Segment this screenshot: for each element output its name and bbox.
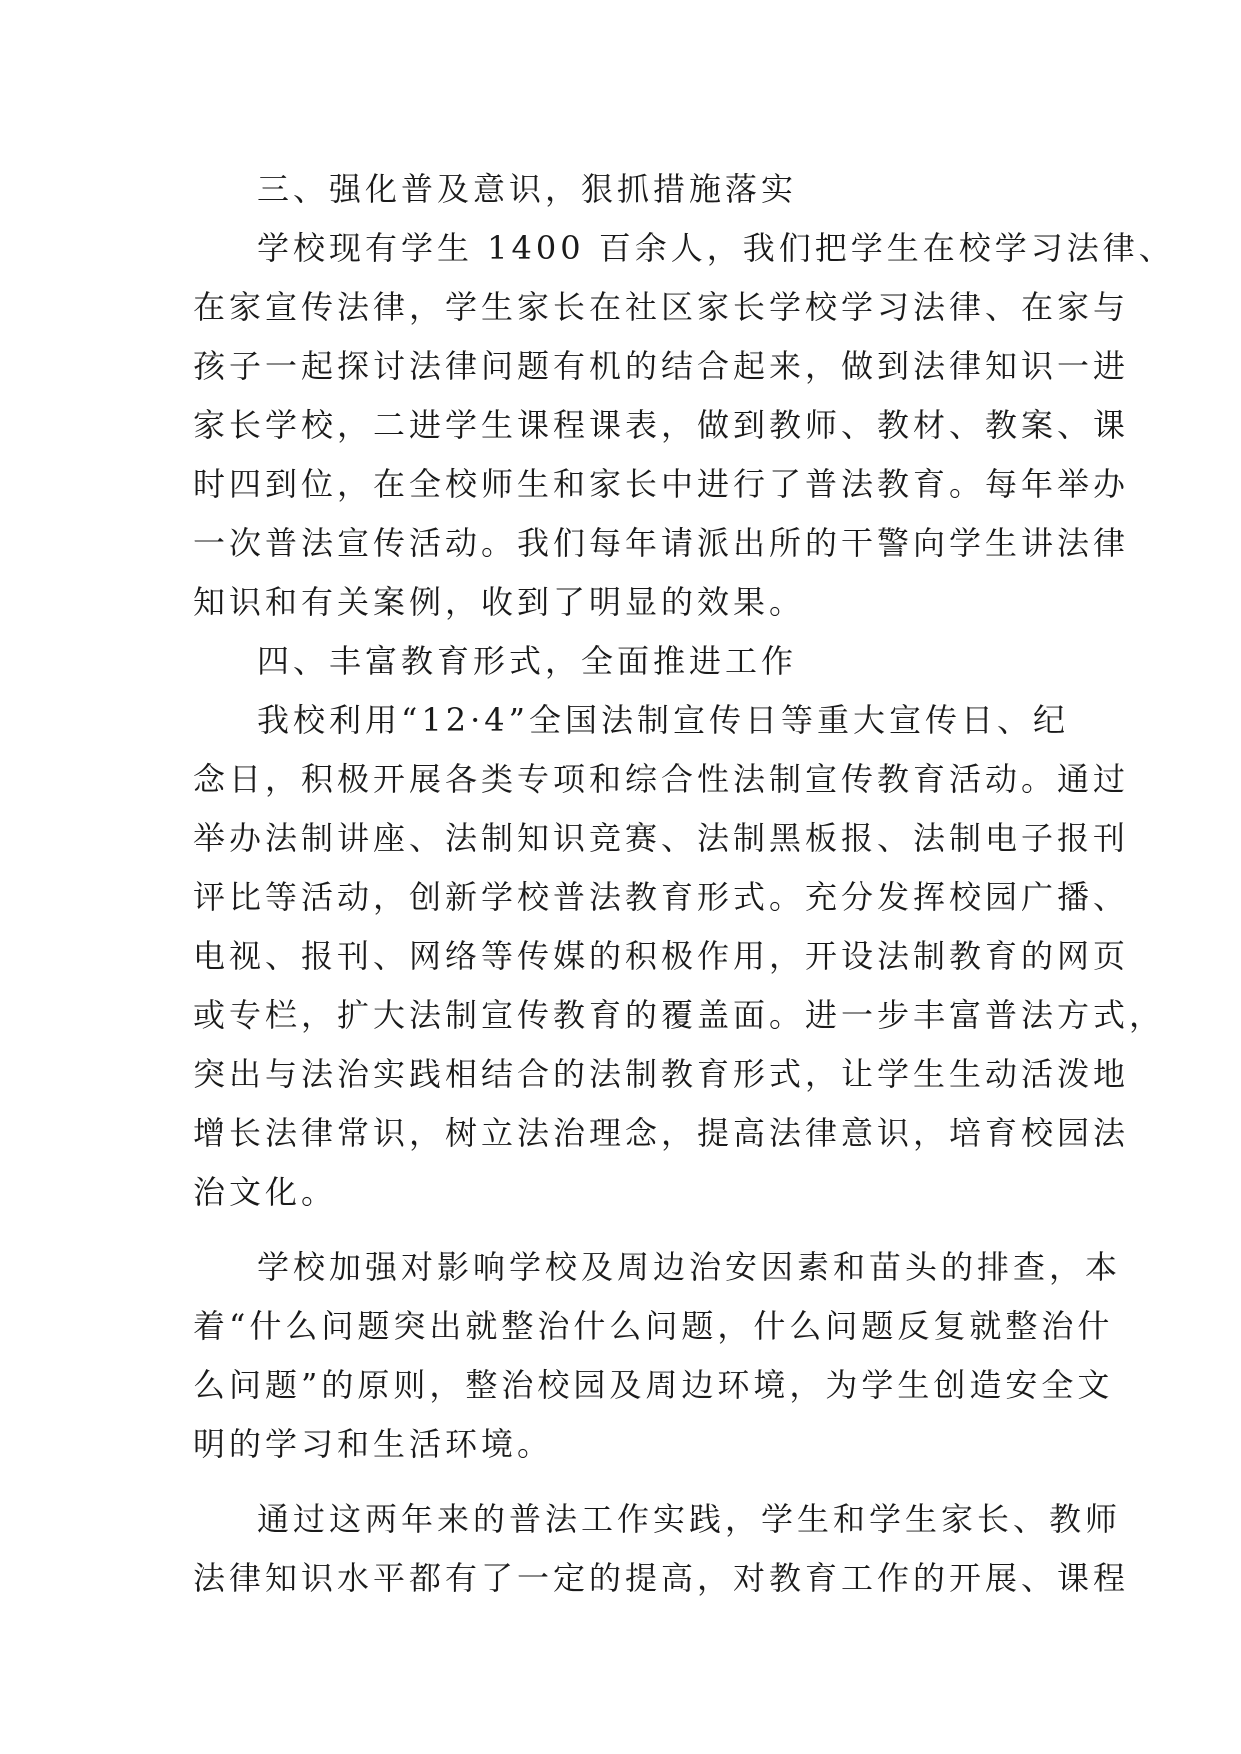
paragraph-line: 念日，积极开展各类专项和综合性法制宣传教育活动。通过 xyxy=(193,760,1130,798)
paragraph-line: 治文化。 xyxy=(193,1173,338,1211)
paragraph-gap xyxy=(193,1474,1073,1490)
paragraph-line: 通过这两年来的普法工作实践，学生和学生家长、教师 xyxy=(257,1500,1122,1538)
paragraph-line: 孩子一起探讨法律问题有机的结合起来，做到法律知识一进 xyxy=(193,347,1130,385)
paragraph-line: 一次普法宣传活动。我们每年请派出所的干警向学生讲法律 xyxy=(193,524,1130,562)
paragraph-line: 法律知识水平都有了一定的提高，对教育工作的开展、课程 xyxy=(193,1559,1130,1597)
paragraph-line: 知识和有关案例，收到了明显的效果。 xyxy=(193,583,806,621)
paragraph-line: 评比等活动，创新学校普法教育形式。充分发挥校园广播、 xyxy=(193,878,1130,916)
paragraph-line: 电视、报刊、网络等传媒的积极作用，开设法制教育的网页 xyxy=(193,937,1130,975)
paragraph-line: 增长法律常识，树立法治理念，提高法律意识，培育校园法 xyxy=(193,1114,1130,1152)
paragraph-line: 学校加强对影响学校及周边治安因素和苗头的排查，本 xyxy=(257,1248,1122,1286)
paragraph-line: 举办法制讲座、法制知识竞赛、法制黑板报、法制电子报刊 xyxy=(193,819,1130,857)
paragraph-line: 么问题”的原则，整治校园及周边环境，为学生创造安全文 xyxy=(193,1366,1114,1404)
paragraph-line: 着“什么问题突出就整治什么问题，什么问题反复就整治什 xyxy=(193,1307,1114,1345)
document-body xyxy=(193,160,1175,1608)
paragraph-line: 明的学习和生活环境。 xyxy=(193,1425,554,1463)
paragraph-line: 在家宣传法律，学生家长在社区家长学校学习法律、在家与 xyxy=(193,288,1130,326)
paragraph-line: 家长学校，二进学生课程课表，做到教师、教材、教案、课 xyxy=(193,406,1130,444)
paragraph-line: 突出与法治实践相结合的法制教育形式，让学生生动活泼地 xyxy=(193,1055,1130,1093)
paragraph-line: 学校现有学生 1400 百余人，我们把学生在校学习法律、 xyxy=(257,229,1175,267)
section-heading-4: 四、丰富教育形式，全面推进工作 xyxy=(257,642,798,680)
paragraph-line: 时四到位，在全校师生和家长中进行了普法教育。每年举办 xyxy=(193,465,1130,503)
section-heading-3: 三、强化普及意识，狠抓措施落实 xyxy=(257,170,798,208)
paragraph-line: 我校利用“12·4”全国法制宣传日等重大宣传日、纪 xyxy=(257,701,1069,739)
paragraph-gap xyxy=(193,1222,1073,1238)
paragraph-line: 或专栏，扩大法制宣传教育的覆盖面。进一步丰富普法方式， xyxy=(193,996,1166,1034)
